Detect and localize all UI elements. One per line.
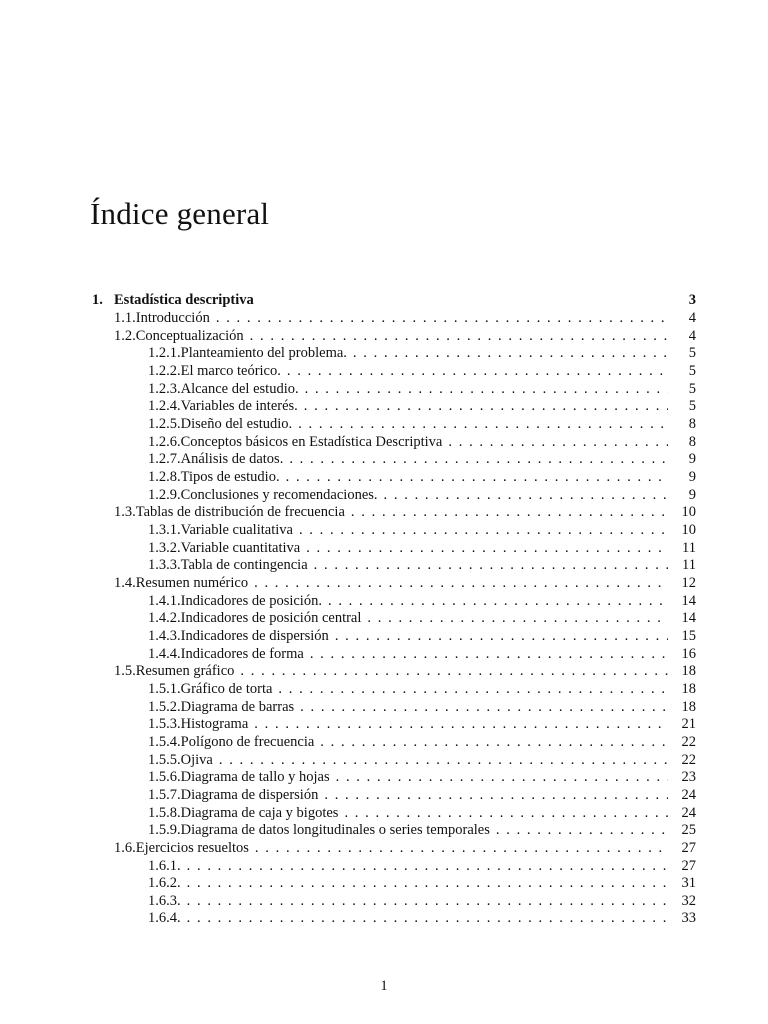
toc-entry-page: 5 (688, 380, 696, 397)
toc-entry-title: Variables de interés. (180, 398, 298, 415)
toc-entry-title: Conclusiones y recomendaciones. (180, 486, 378, 503)
toc-entry-title: Estadística descriptiva (114, 292, 254, 308)
toc-entry-title: Diseño del estudio. (180, 416, 293, 433)
table-of-contents (92, 292, 696, 928)
toc-entry-number: 1.5.8. (148, 804, 181, 821)
toc-entry[interactable] (92, 345, 696, 363)
toc-entry-number: 1.1. (114, 310, 136, 327)
toc-entry-title: Tablas de distribución de frecuencia (135, 504, 345, 521)
dot-leader (304, 398, 668, 416)
toc-entry-page: 24 (681, 804, 696, 821)
toc-entry-number: 1.5.2. (148, 698, 181, 715)
toc-entry[interactable] (92, 416, 696, 434)
toc-entry-page: 14 (681, 610, 696, 627)
toc-entry-page: 10 (681, 522, 696, 539)
toc-entry-page: 16 (681, 645, 696, 662)
toc-entry[interactable] (92, 381, 696, 399)
dot-leader (187, 858, 668, 876)
toc-entry-number: 1.4.2. (148, 610, 181, 627)
toc-entry-page: 4 (688, 310, 696, 327)
toc-entry[interactable] (92, 310, 696, 328)
dot-leader (324, 787, 668, 805)
toc-entry-number: 1.3.3. (148, 557, 181, 574)
dot-leader (187, 910, 668, 928)
dot-leader (314, 557, 668, 575)
toc-entry-title: Resumen gráfico (135, 663, 235, 680)
toc-entry-page: 15 (681, 627, 696, 644)
toc-entry[interactable] (92, 540, 696, 558)
dot-leader (300, 699, 668, 717)
toc-entry-page: 22 (681, 733, 696, 750)
dot-leader (255, 840, 668, 858)
toc-entry[interactable] (92, 875, 696, 893)
toc-entry[interactable] (92, 663, 696, 681)
toc-entry-number: 1.2.3. (148, 380, 181, 397)
toc-entry-title: Conceptos básicos en Estadística Descriptiva (180, 433, 443, 450)
toc-entry-page: 25 (681, 822, 696, 839)
toc-entry-page: 24 (681, 786, 696, 803)
dot-leader (219, 752, 668, 770)
toc-entry-title: Indicadores de forma (180, 645, 304, 662)
toc-entry-title: El marco teórico. (180, 363, 281, 380)
toc-entry-page: 8 (688, 416, 696, 433)
toc-entry[interactable] (92, 557, 696, 575)
toc-entry-title: Variable cualitativa (180, 522, 293, 539)
dot-leader (384, 487, 668, 505)
toc-entry-title: Introducción (135, 310, 210, 327)
toc-entry-page: 14 (681, 592, 696, 609)
toc-entry-number: 1.4.4. (148, 645, 181, 662)
toc-entry[interactable] (92, 398, 696, 416)
toc-entry-page: 22 (681, 751, 696, 768)
toc-entry[interactable] (92, 628, 696, 646)
dot-leader (305, 381, 668, 399)
toc-entry-page: 9 (688, 469, 696, 486)
toc-entry-page: 12 (681, 575, 696, 591)
toc-entry-page: 5 (688, 345, 696, 362)
toc-entry[interactable] (92, 858, 696, 876)
toc-entry-title: Diagrama de caja y bigotes (180, 804, 339, 821)
toc-entry[interactable] (92, 328, 696, 346)
toc-entry-title: Planteamiento del problema. (180, 345, 347, 362)
dot-leader (328, 593, 668, 611)
dot-leader (287, 363, 668, 381)
toc-entry-page: 11 (682, 539, 696, 556)
dot-leader (289, 451, 668, 469)
toc-entry[interactable] (92, 716, 696, 734)
toc-entry[interactable] (92, 575, 696, 593)
toc-entry[interactable] (92, 522, 696, 540)
toc-entry-number: 1.6. (114, 839, 136, 856)
dot-leader (336, 769, 668, 787)
toc-entry-title: Diagrama de dispersión (180, 786, 319, 803)
toc-entry-number: 1.2.4. (148, 398, 181, 415)
toc-entry-title: Tipos de estudio. (180, 469, 280, 486)
toc-entry-number: 1.2. (114, 327, 136, 344)
toc-entry-title: Indicadores de posición central (180, 610, 362, 627)
toc-entry-number: 1.5.7. (148, 786, 181, 803)
toc-entry[interactable] (92, 487, 696, 505)
toc-entry-page: 8 (688, 433, 696, 450)
toc-entry-page: 5 (688, 398, 696, 415)
toc-entry[interactable] (92, 610, 696, 628)
toc-entry[interactable] (92, 434, 696, 452)
toc-entry-page: 10 (681, 504, 696, 521)
toc-entry-page: 32 (681, 892, 696, 909)
dot-leader (351, 504, 668, 522)
toc-entry-page: 27 (681, 839, 696, 856)
toc-entry-number: 1.6.4. (148, 910, 181, 927)
toc-entry-number: 1.6.2. (148, 875, 181, 892)
toc-entry-number: 1.4.1. (148, 592, 181, 609)
toc-entry-title: Conceptualización (135, 327, 244, 344)
toc-entry-title: Histograma (180, 716, 249, 733)
toc-entry-title: Polígono de frecuencia (180, 733, 315, 750)
toc-entry-page: 9 (688, 451, 696, 468)
toc-entry[interactable] (92, 681, 696, 699)
dot-leader (250, 328, 668, 346)
dot-leader (216, 310, 668, 328)
dot-leader (310, 646, 668, 664)
toc-entry[interactable] (92, 910, 696, 928)
dot-leader (240, 663, 668, 681)
dot-leader (187, 893, 668, 911)
toc-entry-title: Gráfico de torta (180, 680, 273, 697)
toc-entry[interactable] (92, 504, 696, 522)
toc-entry-title: Indicadores de posición. (180, 592, 322, 609)
toc-entry-number: 1.4.3. (148, 627, 181, 644)
toc-entry-number: 1.3. (114, 504, 136, 521)
toc-entry-number: 1. (92, 292, 103, 308)
toc-entry[interactable] (92, 646, 696, 664)
toc-entry-number: 1.2.8. (148, 469, 181, 486)
toc-entry[interactable] (92, 292, 696, 310)
toc-entry-page: 11 (682, 557, 696, 574)
toc-entry-page: 5 (688, 363, 696, 380)
toc-entry[interactable] (92, 787, 696, 805)
toc-entry[interactable] (92, 451, 696, 469)
toc-entry-number: 1.5.1. (148, 680, 181, 697)
toc-entry-number: 1.2.5. (148, 416, 181, 433)
toc-entry-number: 1.3.1. (148, 522, 181, 539)
dot-leader (278, 681, 668, 699)
toc-entry-title: Diagrama de datos longitudinales o series temporales (180, 822, 490, 839)
toc-entry[interactable] (92, 893, 696, 911)
toc-entry-page: 18 (681, 663, 696, 680)
toc-entry-number: 1.5.6. (148, 769, 181, 786)
dot-leader (254, 716, 668, 734)
dot-leader (306, 540, 668, 558)
toc-entry-page: 3 (688, 292, 696, 308)
toc-entry-number: 1.2.6. (148, 433, 181, 450)
toc-entry-number: 1.6.1. (148, 857, 181, 874)
toc-entry-number: 1.5. (114, 663, 136, 680)
dot-leader (496, 822, 668, 840)
toc-entry-title: Ejercicios resueltos (135, 839, 249, 856)
toc-entry-title: Resumen numérico (135, 575, 249, 591)
toc-entry-number: 1.5.9. (148, 822, 181, 839)
toc-entry-title: Diagrama de tallo y hojas (180, 769, 330, 786)
dot-leader (448, 434, 668, 452)
toc-entry-page: 9 (688, 486, 696, 503)
dot-leader (254, 575, 668, 593)
toc-entry[interactable] (92, 593, 696, 611)
toc-entry-title: Variable cuantitativa (180, 539, 301, 556)
toc-entry-page: 4 (688, 327, 696, 344)
toc-entry-page: 31 (681, 875, 696, 892)
toc-entry[interactable] (92, 734, 696, 752)
page-number: 1 (380, 978, 388, 994)
toc-entry-number: 1.5.5. (148, 751, 181, 768)
toc-entry[interactable] (92, 769, 696, 787)
toc-entry[interactable] (92, 469, 696, 487)
toc-entry-page: 23 (681, 769, 696, 786)
toc-entry-page: 33 (681, 910, 696, 927)
toc-entry[interactable] (92, 752, 696, 770)
toc-entry-page: 18 (681, 698, 696, 715)
toc-entry-number: 1.5.4. (148, 733, 181, 750)
toc-entry-number: 1.5.3. (148, 716, 181, 733)
toc-entry-page: 18 (681, 680, 696, 697)
dot-leader (335, 628, 668, 646)
toc-entry-number: 1.2.2. (148, 363, 181, 380)
toc-entry-page: 27 (681, 857, 696, 874)
toc-entry-title: Análisis de datos. (180, 451, 284, 468)
toc-entry-number: 1.2.9. (148, 486, 181, 503)
toc-entry-title: Tabla de contingencia (180, 557, 308, 574)
toc-entry[interactable] (92, 822, 696, 840)
dot-leader (344, 805, 668, 823)
dot-leader (187, 875, 668, 893)
dot-leader (286, 469, 668, 487)
toc-entry-number: 1.2.7. (148, 451, 181, 468)
toc-entry-title: Alcance del estudio. (180, 380, 299, 397)
dot-leader (298, 416, 668, 434)
toc-entry-number: 1.2.1. (148, 345, 181, 362)
toc-entry[interactable] (92, 699, 696, 717)
dot-leader (320, 734, 668, 752)
toc-entry-title: Indicadores de dispersión (180, 627, 329, 644)
toc-entry-number: 1.3.2. (148, 539, 181, 556)
toc-entry[interactable] (92, 363, 696, 381)
dot-leader (353, 345, 668, 363)
page-title: Índice general (90, 196, 270, 231)
toc-entry-page: 21 (681, 716, 696, 733)
toc-entry-title: Ojiva (180, 751, 213, 768)
dot-leader (299, 522, 668, 540)
toc-entry[interactable] (92, 840, 696, 858)
toc-entry-title: Diagrama de barras (180, 698, 295, 715)
toc-entry-number: 1.4. (114, 575, 136, 591)
toc-entry-number: 1.6.3. (148, 892, 181, 909)
dot-leader (367, 610, 668, 628)
toc-entry[interactable] (92, 805, 696, 823)
